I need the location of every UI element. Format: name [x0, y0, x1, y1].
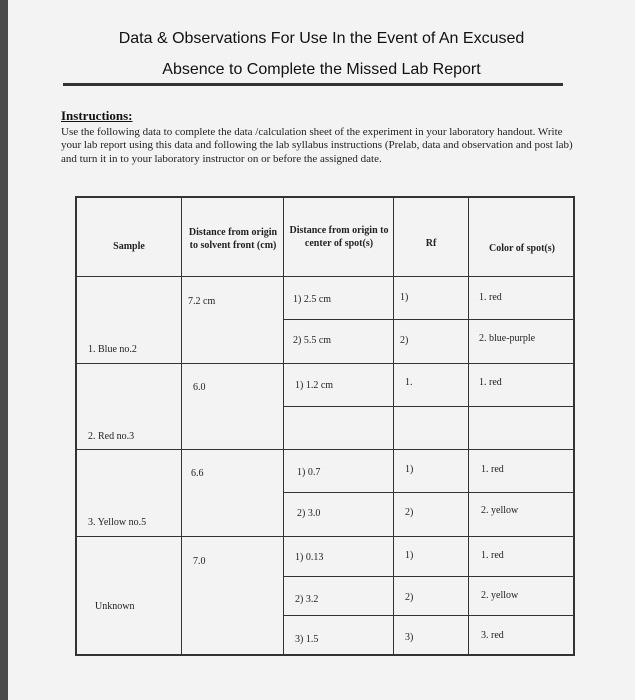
- spot-distance: 1) 0.13: [295, 552, 324, 563]
- instructions-heading: Instructions:: [61, 108, 133, 123]
- subrow-line: [283, 576, 575, 577]
- solvent-front-value: 6.0: [193, 382, 206, 393]
- rf-value: 2): [405, 507, 414, 518]
- title-line-1: Data & Observations For Use In the Event of An Excused: [118, 30, 525, 47]
- subrow-line: [283, 615, 575, 616]
- spot-color: 1. red: [479, 292, 502, 303]
- spot-distance: 2) 3.0: [297, 508, 321, 519]
- header-rf: Rf: [425, 238, 437, 249]
- spot-distance: 1) 0.7: [297, 467, 321, 478]
- rf-value: 1): [405, 550, 414, 561]
- data-table: [75, 196, 575, 656]
- subrow-line: [283, 406, 575, 407]
- solvent-front-value: 7.2 cm: [188, 296, 216, 307]
- spot-distance: 1) 2.5 cm: [293, 294, 332, 305]
- spot-color: 1. red: [479, 377, 502, 388]
- col-line: [393, 196, 394, 656]
- document-page: [8, 0, 635, 700]
- solvent-front-value: 6.6: [191, 468, 204, 479]
- row-line: [75, 536, 575, 537]
- table-border-left: [75, 196, 77, 656]
- table-border-bottom: [75, 654, 575, 656]
- rf-value: 2): [400, 335, 409, 346]
- table-border-right: [573, 196, 575, 656]
- rf-value: 1): [405, 464, 414, 475]
- spot-distance: 2) 5.5 cm: [293, 335, 332, 346]
- col-line: [283, 196, 284, 656]
- rf-value: 1): [400, 292, 409, 303]
- rf-value: 2): [405, 592, 414, 603]
- spot-color: 2. blue-purple: [479, 333, 536, 344]
- row-line: [75, 363, 575, 364]
- subrow-line: [283, 492, 575, 493]
- header-distance-spot: Distance from origin to center of spot(s): [289, 225, 389, 249]
- sample-name: 1. Blue no.2: [88, 344, 137, 355]
- sample-name: Unknown: [95, 601, 135, 612]
- instructions-text: Use the following data to complete the data /calculation sheet of the experiment in your laboratory handout. Write your lab report using this data and following the lab syllabus instructions (Prelab, data and observation and post lab) and turn it in to your laboratory instructor on or before the assigned date.: [61, 126, 573, 165]
- subrow-line: [283, 319, 575, 320]
- table-border-top: [75, 196, 575, 198]
- rf-value: 3): [405, 632, 414, 643]
- spot-color: 1. red: [481, 550, 504, 561]
- spot-distance: 3) 1.5: [295, 634, 319, 645]
- sample-name: 3. Yellow no.5: [88, 517, 147, 528]
- col-line: [468, 196, 469, 656]
- spot-color: 3. red: [481, 630, 504, 641]
- spot-color: 2. yellow: [481, 590, 519, 601]
- title-divider: [63, 83, 563, 86]
- spot-distance: 1) 1.2 cm: [295, 380, 334, 391]
- col-line: [181, 196, 182, 656]
- header-sample: Sample: [113, 241, 145, 252]
- spot-color: 1. red: [481, 464, 504, 475]
- spot-color: 2. yellow: [481, 505, 519, 516]
- sample-name: 2. Red no.3: [88, 431, 135, 442]
- header-color: Color of spot(s): [489, 243, 555, 254]
- row-line: [75, 449, 575, 450]
- solvent-front-value: 7.0: [193, 556, 206, 567]
- title-line-2: Absence to Complete the Missed Lab Report: [162, 61, 481, 78]
- spot-distance: 2) 3.2: [295, 594, 319, 605]
- row-line: [75, 276, 575, 277]
- header-distance-solvent: Distance from origin to solvent front (cm): [188, 227, 278, 251]
- rf-value: 1.: [405, 377, 413, 388]
